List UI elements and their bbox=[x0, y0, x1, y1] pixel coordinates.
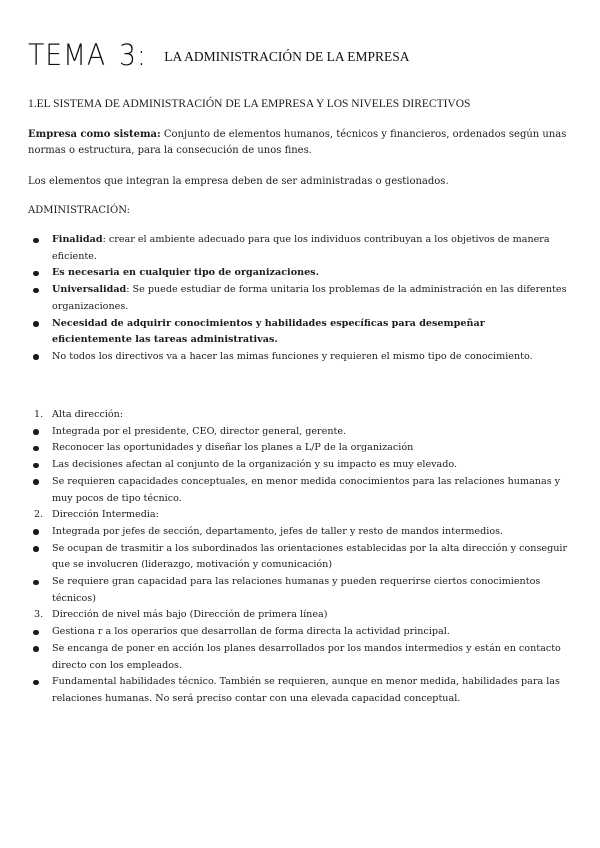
level-heading-3 bbox=[28, 607, 568, 624]
level-number: 3. bbox=[34, 609, 44, 621]
bullet-icon bbox=[33, 630, 39, 636]
item-bold: Universalidad bbox=[52, 284, 127, 296]
bullet-icon bbox=[33, 271, 39, 277]
level-heading-2 bbox=[28, 507, 568, 524]
list-item bbox=[28, 232, 568, 265]
bullet-icon bbox=[33, 646, 39, 652]
bullet-icon bbox=[33, 429, 39, 435]
bullet-icon bbox=[33, 546, 39, 552]
item-text: Gestiona r a los operarios que desarrollan de forma directa la actividad principal. bbox=[52, 626, 450, 638]
item-bold: Finalidad bbox=[52, 234, 103, 245]
item-text: Se ocupan de trasmitir a los subordinados las orientaciones establecidas por la alta dirección y conseguir que se involucren (liderazgo, motivación y comunicación) bbox=[52, 542, 568, 571]
tema-number: 3: bbox=[118, 38, 147, 72]
elementos-paragraph: Los elementos que integran la empresa deben de ser administradas o gestionados. bbox=[28, 176, 449, 187]
level-items-1 bbox=[28, 424, 568, 508]
level-title: Alta dirección: bbox=[52, 409, 124, 420]
level-title: Dirección de nivel más bajo (Dirección de primera línea) bbox=[52, 609, 328, 621]
bullet-icon bbox=[33, 479, 39, 485]
list-item bbox=[28, 474, 568, 507]
item-text: Se encanga de poner en acción los planes desarrollados por los mandos intermedios y están en contacto directo con los empleados. bbox=[52, 642, 561, 671]
list-item bbox=[28, 457, 568, 474]
level-number: 2. bbox=[34, 509, 44, 521]
section-heading: 1.EL SISTEMA DE ADMINISTRACIÓN DE LA EMPRESA Y LOS NIVELES DIRECTIVOS bbox=[28, 98, 471, 110]
list-item bbox=[28, 524, 568, 541]
list-item bbox=[28, 349, 568, 366]
item-text: Fundamental habilidades técnico. También se requieren, aunque en menor medida, habilidades para las relaciones humanas. No será preciso contar con una elevada capacidad conceptual. bbox=[52, 676, 560, 704]
list-item bbox=[28, 641, 568, 674]
list-item bbox=[28, 282, 568, 315]
level-items-2 bbox=[28, 524, 568, 608]
empresa-label: Empresa como sistema: bbox=[28, 129, 161, 140]
item-text: Integrada por el presidente, CEO, director general, gerente. bbox=[52, 425, 347, 437]
item-bold: Es necesaria en cualquier tipo de organizaciones. bbox=[52, 267, 319, 279]
bullet-icon bbox=[33, 238, 39, 244]
item-text: Se requieren capacidades conceptuales, en menor medida conocimientos para las relaciones humanas y muy pocos de tipo técnico. bbox=[52, 475, 561, 504]
item-text: Las decisiones afectan al conjunto de la organización y su impacto es muy elevado. bbox=[52, 459, 458, 471]
levels-list bbox=[28, 407, 568, 708]
level-heading-1 bbox=[28, 407, 568, 424]
list-item bbox=[28, 316, 568, 349]
item-text: Reconocer las oportunidades y diseñar los planes a L/P de la organización bbox=[52, 442, 414, 454]
list-item bbox=[28, 574, 568, 607]
bullet-icon bbox=[33, 354, 39, 360]
list-item bbox=[28, 624, 568, 641]
empresa-text: Conjunto de elementos humanos, técnicos y financieros, ordenados según unas normas o estructura, para la consecución de unos fines. bbox=[28, 129, 567, 156]
item-text: : Se puede estudiar de forma unitaria los problemas de la administración en las diferentes organizaciones. bbox=[52, 284, 567, 312]
admin-heading: ADMINISTRACIÓN: bbox=[28, 205, 130, 216]
page-title: LA ADMINISTRACIÓN DE LA EMPRESA bbox=[164, 49, 410, 64]
tema-handwritten: TEMA bbox=[28, 38, 107, 72]
list-item bbox=[28, 440, 568, 457]
item-text: : crear el ambiente adecuado para que los individuos contribuyan a los objetivos de manera eficiente. bbox=[52, 234, 550, 262]
bullet-icon bbox=[33, 680, 39, 686]
list-item bbox=[28, 265, 568, 282]
item-text: Se requiere gran capacidad para las relaciones humanas y pueden requerirse ciertos conocimientos técnicos) bbox=[52, 576, 541, 604]
bullet-icon bbox=[33, 321, 39, 327]
item-text: No todos los directivos va a hacer las mimas funciones y requieren el mismo tipo de conocimiento. bbox=[52, 350, 533, 362]
level-items-3 bbox=[28, 624, 568, 708]
item-text: Integrada por jefes de sección, departamento, jefes de taller y resto de mandos intermedios. bbox=[52, 525, 504, 537]
bullet-icon bbox=[33, 288, 39, 294]
bullet-icon bbox=[33, 463, 39, 469]
list-item bbox=[28, 424, 568, 441]
level-title: Dirección Intermedia: bbox=[52, 509, 159, 521]
list-item bbox=[28, 541, 568, 574]
item-bold: Necesidad de adquirir conocimientos y habilidades específicas para desempeñar eficientemente las tareas administrativas. bbox=[52, 317, 485, 346]
list-item bbox=[28, 674, 568, 707]
document-title bbox=[28, 38, 410, 78]
bullet-icon bbox=[33, 580, 39, 586]
admin-list bbox=[28, 232, 568, 366]
bullet-icon bbox=[33, 529, 39, 535]
empresa-paragraph bbox=[28, 127, 568, 159]
bullet-icon bbox=[33, 446, 39, 452]
level-number: 1. bbox=[34, 409, 44, 420]
